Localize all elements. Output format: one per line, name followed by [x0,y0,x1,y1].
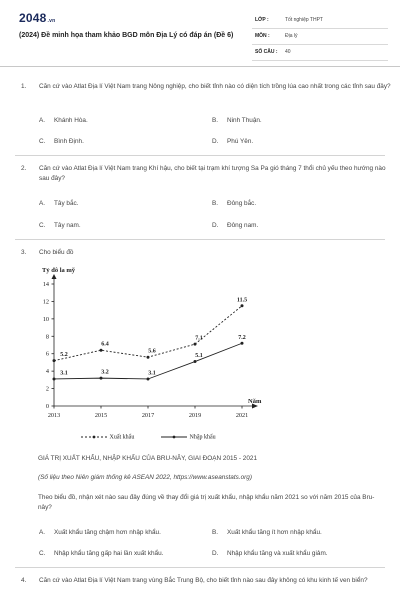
question-text: Căn cứ vào Atlat Địa lí Việt Nam trang Khí hậu, cho biết tại trạm khí tượng Sa Pa gió tháng 7 thổi chủ yếu theo hướng nào sau đây? [39,165,386,182]
question-divider [15,567,385,568]
exam-meta-table [252,13,388,61]
line-chart [36,262,286,430]
data-label: 3.2 [101,369,109,376]
logo-suffix: .vn [47,18,56,24]
option-letter: A. [39,117,46,124]
option-letter: C. [39,138,46,145]
y-tick-label: 10 [42,315,49,323]
legend-item-import [160,433,216,441]
option-letter: D. [212,138,219,145]
option-letter: B. [212,200,219,207]
x-tick-label: 2013 [47,412,61,419]
data-label: 7.2 [238,334,246,341]
meta-value: Địa lý [285,33,298,39]
legend-label: Nhập khẩu [189,434,216,441]
option-text: Đông bắc. [227,200,257,207]
meta-label: SỐ CÂU : [255,49,278,55]
option-letter: A. [39,200,46,207]
option-letter: B. [212,117,219,124]
document-header [0,0,400,67]
data-label: 5.6 [148,348,156,355]
data-label: 5.1 [195,353,203,360]
option-text: Nhập khẩu tăng gấp hai lần xuất khẩu. [54,550,164,557]
option-text: Bình Định. [54,138,84,145]
x-axis-label: Năm [248,398,262,405]
data-point [100,349,103,352]
question-number: 4. [21,577,27,584]
meta-value: 40 [285,49,291,55]
question-divider [15,239,385,240]
data-point [241,304,244,307]
document-title: (2024) Đề minh họa tham khảo BGD môn Địa Lý có đáp án (Đề 6) [19,32,234,39]
legend-label: Xuất khẩu [109,434,135,441]
y-tick-label: 14 [42,281,49,288]
option-text: Phú Yên. [227,138,254,145]
question-text: Căn cứ vào Atlat Địa lí Việt Nam trang Nông nghiệp, cho biết tỉnh nào có diện tích trồng lúa cao nhất trong các tỉnh sau đây? [39,83,391,90]
data-point [241,342,244,345]
meta-row-class [252,13,388,29]
option-letter: D. [212,222,219,229]
y-tick-label: 12 [42,298,49,306]
y-tick-label: 2 [45,385,49,393]
option-text: Nhập khẩu tăng và xuất khẩu giảm. [227,550,328,557]
option-text: Tây nam. [54,222,81,229]
x-tick-label: 2019 [188,412,202,419]
y-tick-label: 8 [45,333,49,341]
x-tick-label: 2021 [235,412,249,419]
data-point [147,356,150,359]
data-label: 6.4 [101,341,109,348]
option-letter: A. [39,529,46,536]
data-point [53,359,56,362]
x-tick-label: 2015 [94,412,108,419]
y-tick-label: 6 [45,350,49,358]
question-number: 1. [21,83,27,90]
meta-row-subject [252,29,388,45]
question-text: Căn cứ vào Atlat Địa lí Việt Nam trang vùng Bắc Trung Bộ, cho biết tỉnh nào sau đây không có khu kinh tế ven biển? [39,577,368,584]
data-point [53,377,56,380]
logo-text: 2048 [19,11,47,25]
option-text: Xuất khẩu tăng ít hơn nhập khẩu. [227,529,322,536]
data-point [100,377,103,380]
option-text: Xuất khẩu tăng chậm hơn nhập khẩu. [54,529,161,536]
meta-label: LỚP : [255,17,269,23]
legend-swatch-solid [160,433,188,441]
y-tick-label: 0 [45,403,49,410]
data-label: 3.1 [148,370,156,377]
legend-swatch-dashed [80,433,108,441]
y-axis-label: Tỷ đô la mỹ [42,267,76,274]
question-number: 3. [21,249,27,256]
question-prompt: Theo biểu đồ, nhận xét nào sau đây đúng về thay đổi giá trị xuất khẩu, nhập khẩu năm 2021 so với năm 2015 của Bru-nây? [38,494,375,511]
option-text: Khánh Hòa. [54,117,88,124]
y-axis-arrow [52,274,57,279]
chart-caption: GIÁ TRỊ XUẤT KHẨU, NHẬP KHẨU CỦA BRU-NÂY, GIAI ĐOẠN 2015 - 2021 [38,455,258,462]
meta-label: MÔN : [255,33,270,39]
chart-source: (Số liệu theo Niên giám thống kê ASEAN 2022, https://www.aseanstats.org) [38,474,252,481]
question-number: 2. [21,165,27,172]
data-point [194,343,197,346]
y-tick-label: 4 [45,368,49,376]
data-label: 7.1 [195,335,203,342]
meta-row-question-count [252,45,388,61]
option-text: Tây bắc. [54,200,79,207]
option-letter: B. [212,529,219,536]
option-letter: D. [212,550,219,557]
option-letter: C. [39,550,46,557]
data-label: 5.2 [60,352,68,359]
data-point [147,377,150,380]
site-logo[interactable] [19,11,55,25]
option-text: Ninh Thuận. [227,117,262,124]
data-point [194,360,197,363]
legend-item-export [80,433,134,441]
x-tick-label: 2017 [141,412,155,419]
option-text: Đông nam. [227,222,259,229]
option-letter: C. [39,222,46,229]
data-label: 11.5 [236,297,248,304]
data-label: 3.1 [60,370,68,377]
meta-value: Tốt nghiệp THPT [285,17,323,23]
question-divider [15,155,385,156]
question-text: Cho biểu đồ [39,249,74,256]
